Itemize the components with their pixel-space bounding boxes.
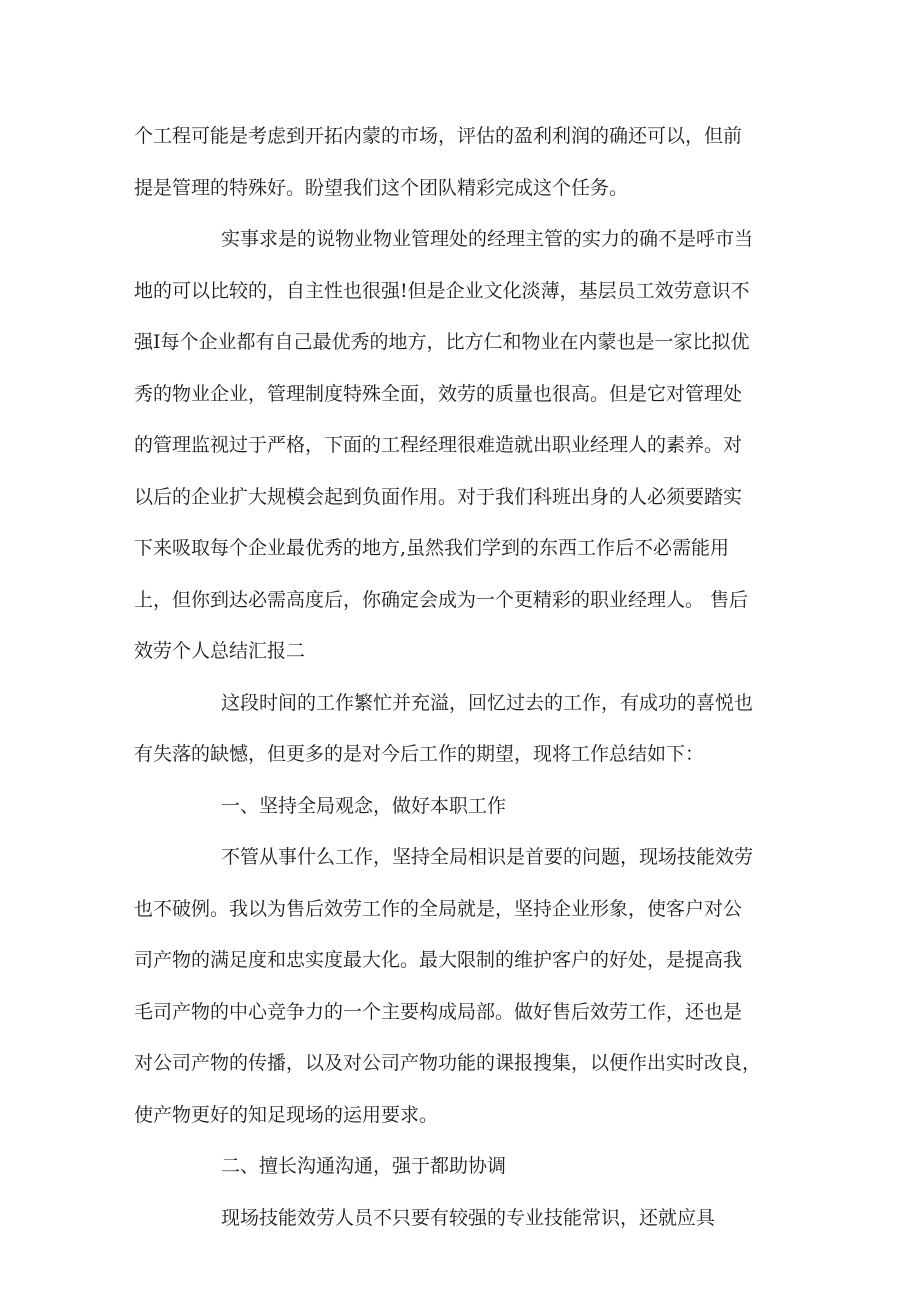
- paragraph-line: 这段时间的工作繁忙并充溢，回忆过去的工作，有成功的喜悦也: [221, 692, 754, 714]
- paragraph-line: 下来吸取每个企业最优秀的地方,虽然我们学到的东西工作后不必需能用: [134, 537, 730, 559]
- paragraph-line: 对公司产物的传播，以及对公司产物功能的课报搜集，以便作出实时改良，: [134, 1052, 762, 1074]
- paragraph-line: 强I每个企业都有自己最优秀的地方，比方仁和物业在内蒙也是一家比拟优: [134, 331, 750, 353]
- paragraph-line: 实事求是的说物业物业管理处的经理主管的实力的确不是呼市当: [221, 228, 754, 250]
- paragraph-line: 不管从事什么工作，坚持全局相识是首要的问题，现场技能效劳: [221, 846, 754, 868]
- paragraph-line: 地的可以比较的，自主性也很强!但是企业文化淡薄，基层员工效劳意识不: [134, 280, 750, 302]
- paragraph-line: 毛司产物的中心竞争力的一个主要构成局部。做好售后效劳工作，还也是: [134, 1001, 743, 1023]
- paragraph-line: 也不破例。我以为售后效劳工作的全局就是，坚持企业形象，使客户对公: [134, 898, 743, 920]
- paragraph-line: 有失落的缺憾，但更多的是对今后工作的期望，现将工作总结如下：: [134, 743, 705, 765]
- paragraph-line: 以后的企业扩大规模会起到负面作用。对于我们科班出身的人必须要踏实: [134, 486, 743, 508]
- paragraph-line: 使产物更好的知足现场的运用要求。: [134, 1104, 439, 1126]
- paragraph-line: 上，但你到达必需高度后，你确定会成为一个更精彩的职业经理人。 售后: [134, 589, 749, 611]
- paragraph-line: 提是管理的特殊好。盼望我们这个团队精彩完成这个任务。: [134, 177, 629, 199]
- paragraph-line: 司产物的满足度和忠实度最大化。最大限制的维护客户的好处，是提高我: [134, 949, 743, 971]
- subheading: 二、擅长沟通沟通，强于都助协调: [221, 1155, 507, 1177]
- paragraph-line: 的管理监视过于严格，下面的工程经理很难造就出职业经理人的素养。对: [134, 434, 743, 456]
- section-heading: 效劳个人总结汇报二: [134, 640, 306, 662]
- paragraph-line: 秀的物业企业，管理制度特殊全面，效劳的质量也很高。但是它对管理处: [134, 383, 743, 405]
- paragraph-line: 现场技能效劳人员不只要有较强的专业技能常识，还就应具: [221, 1207, 716, 1229]
- paragraph-line: 个工程可能是考虑到开拓内蒙的市场，评估的盈利利润的确还可以，但前: [134, 125, 743, 147]
- subheading: 一、坚持全局观念，做好本职工作: [221, 795, 507, 817]
